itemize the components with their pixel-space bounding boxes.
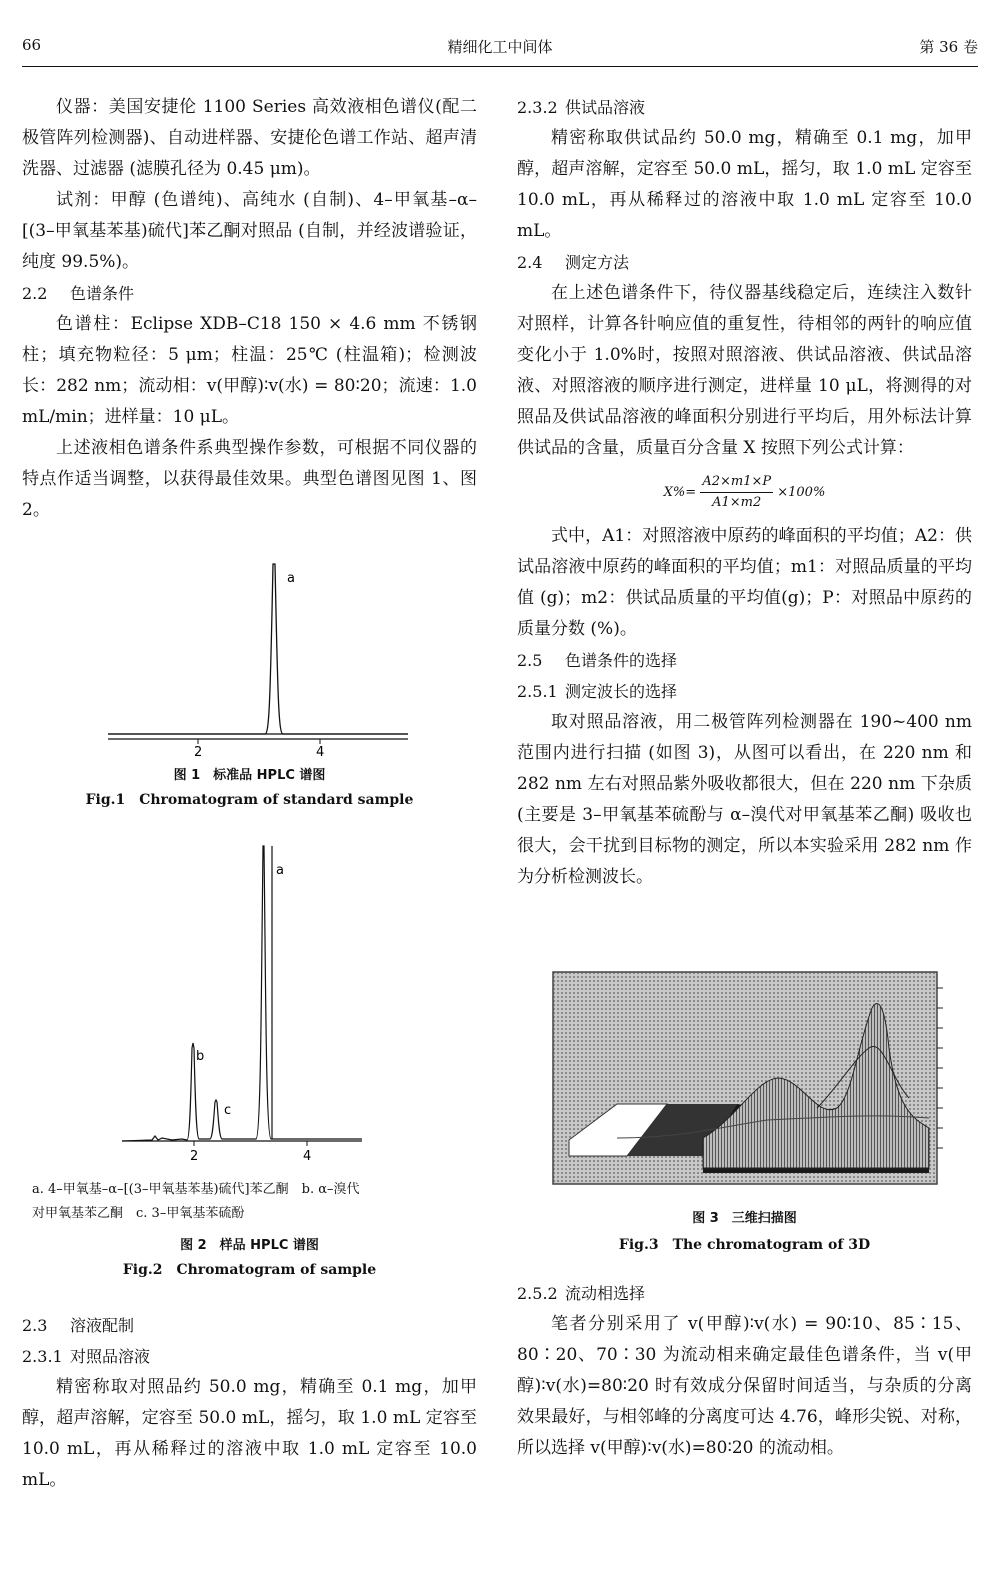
fig2-peak-label-c: c: [224, 1103, 232, 1118]
section-number: 2.5.2: [517, 1284, 558, 1303]
right-column-bottom: [517, 1278, 972, 1464]
left-column-bottom: [22, 1310, 477, 1496]
content-formula: [517, 472, 972, 513]
volume-label: 第 36 卷: [919, 38, 978, 56]
fig3-caption-en: Fig.3 The chromatogram of 3D: [618, 1237, 871, 1253]
formula-lhs: X%=: [663, 485, 697, 500]
formula-fraction: [700, 472, 773, 513]
fig2-note-line-2: 对甲氧基苯乙酮 c. 3–甲氧基苯硫酚: [32, 1206, 245, 1221]
instruments-paragraph: 仪器：美国安捷伦 1100 Series 高效液相色谱仪(配二极管阵列检测器)、自动进样器、安捷伦色谱工作站、超声清洗器、过滤器 (滤膜孔径为 0.45 μm)。: [22, 97, 477, 179]
formula-tail: ×100%: [777, 485, 826, 500]
fig2-tick-label-2: 2: [190, 1149, 199, 1164]
figure-1: [22, 552, 477, 809]
section-2-3-1-heading: [22, 1341, 477, 1372]
fig2-caption-cn: 图 2 样品 HPLC 谱图: [180, 1238, 319, 1253]
method-paragraph: 在上述色谱条件下，待仪器基线稳定后，连续注入数针对照样，计算各针响应值的重复性，待相邻的两针的响应值变化小于 1.0%时，按照对照溶液、供试品溶液、供试品溶液、对照溶液的顺序进行测定，进样量 10 μL，将测得的对照品及供试品溶液的峰面积分别进行平均后，用外标法计算供试品的含量，质量百分含量 X 按照下列公式计算：: [517, 283, 972, 458]
section-title: 对照品溶液: [70, 1347, 151, 1366]
wavelength-paragraph: 取对照品溶液，用二极管阵列检测器在 190~400 nm 范围内进行扫描 (如图 3)，从图可以看出，在 220 nm 和 282 nm 左右对照品紫外吸收都很大，但在 220 nm 下杂质 (主要是 3–甲氧基苯硫酚与 α–溴代对甲氧基苯乙酮) 吸收也很大，会干扰到目标物的测定，所以本实验采用 282 nm 作为分析检测波长。: [517, 712, 972, 887]
fig3-3d-scan: [517, 968, 972, 1193]
formula-denominator: A1×m2: [712, 495, 762, 510]
fig1-caption-cn: 图 1 标准品 HPLC 谱图: [173, 768, 326, 783]
formula-legend-paragraph: 式中，A1：对照溶液中原药的峰面积的平均值；A2：供试品溶液中原药的峰面积的平均值；m1：对照品质量的平均值 (g)；m2：供试品质量的平均值(g)；P：对照品中原药的质量分数 (%)。: [517, 526, 972, 639]
typical-paragraph: 上述液相色谱条件系典型操作参数，可根据不同仪器的特点作适当调整，以获得最佳效果。典型色谱图见图 1、图 2。: [22, 438, 477, 520]
section-number: 2.3: [22, 1316, 48, 1335]
reagents-paragraph: 试剂：甲醇 (色谱纯)、高纯水 (自制)、4–甲氧基–α–[(3–甲氧基苯基)硫代]苯乙酮对照品 (自制，并经波谱验证，纯度 99.5%)。: [22, 190, 477, 272]
fig2-chromatogram: [22, 838, 477, 1178]
section-number: 2.2: [22, 284, 48, 303]
fig1-chromatogram: [22, 552, 477, 762]
section-2-4-heading: [517, 247, 972, 278]
section-2-3-heading: [22, 1310, 477, 1341]
section-2-5-1-heading: [517, 676, 972, 707]
fig1-peak-label: a: [287, 571, 295, 586]
fig3-right-axis-ticks: [937, 988, 943, 1148]
journal-name: 精细化工中间体: [447, 38, 553, 56]
section-title: 流动相选择: [565, 1284, 646, 1303]
section-number: 2.4: [517, 253, 543, 272]
section-number: 2.5.1: [517, 682, 558, 701]
page-number: 66: [22, 36, 42, 54]
section-number: 2.3.2: [517, 98, 558, 117]
mobile-phase-paragraph: 笔者分别采用了 v(甲醇)∶v(水) = 90∶10、85∶15、80∶20、70∶30 为流动相来确定最佳色谱条件，当 v(甲醇)∶v(水)=80∶20 时有效成分保留时间适当，与杂质的分离效果最好，与相邻峰的分离度可达 4.76，峰形尖锐、对称，所以选择 v(甲醇)∶v(水)=80∶20 的流动相。: [517, 1314, 972, 1458]
section-title: 供试品溶液: [565, 98, 646, 117]
section-number: 2.3.1: [22, 1347, 63, 1366]
fig3-caption-cn: 图 3 三维扫描图: [692, 1211, 797, 1226]
reference-solution-paragraph: 精密称取对照品约 50.0 mg，精确至 0.1 mg，加甲醇，超声溶解，定容至 50.0 mL，摇匀，取 1.0 mL 定容至 10.0 mL，再从稀释过的溶液中取 1.0 mL 定容至 10.0 mL。: [22, 1377, 477, 1490]
fig2-peak-label-a: a: [276, 863, 284, 878]
running-header: [22, 36, 978, 62]
section-number: 2.5: [517, 651, 543, 670]
figure-2: [22, 838, 477, 1279]
section-2-5-2-heading: [517, 1278, 972, 1309]
section-2-5-heading: [517, 645, 972, 676]
fig2-signal: [122, 846, 362, 1141]
fig1-tick-label-2: 2: [194, 745, 203, 760]
right-column-top: [517, 92, 972, 893]
left-column-top: [22, 92, 477, 526]
fig2-caption-en: Fig.2 Chromatogram of sample: [122, 1262, 377, 1278]
section-title: 溶液配制: [70, 1316, 135, 1335]
section-title: 测定方法: [565, 253, 630, 272]
fig1-caption-en: Fig.1 Chromatogram of standard sample: [85, 792, 414, 808]
section-2-3-2-heading: [517, 92, 972, 123]
formula-numerator: A2×m1×P: [700, 472, 773, 493]
sample-solution-paragraph: 精密称取供试品约 50.0 mg，精确至 0.1 mg，加甲醇，超声溶解，定容至 50.0 mL，摇匀，取 1.0 mL 定容至 10.0 mL，再从稀释过的溶液中取 1.0 mL 定容至 10.0 mL。: [517, 128, 972, 241]
fig2-peak-label-b: b: [196, 1049, 205, 1064]
fig2-tick-label-4: 4: [303, 1149, 312, 1164]
section-title: 色谱条件: [70, 284, 135, 303]
section-title: 测定波长的选择: [565, 682, 678, 701]
figure-3: [517, 968, 972, 1254]
fig1-peak-a: [108, 564, 408, 734]
fig1-tick-label-4: 4: [316, 745, 325, 760]
header-rule: [22, 66, 978, 67]
conditions-paragraph: 色谱柱：Eclipse XDB–C18 150 × 4.6 mm 不锈钢柱；填充物粒径：5 μm；柱温：25℃ (柱温箱)；检测波长：282 nm；流动相：v(甲醇)∶v(水) = 80∶20；流速：1.0 mL/min；进样量：10 μL。: [22, 314, 477, 427]
fig2-note-line-1: a. 4–甲氧基–α–[(3–甲氧基苯基)硫代]苯乙酮 b. α–溴代: [32, 1182, 360, 1197]
section-title: 色谱条件的选择: [565, 651, 678, 670]
section-2-2-heading: [22, 278, 477, 309]
